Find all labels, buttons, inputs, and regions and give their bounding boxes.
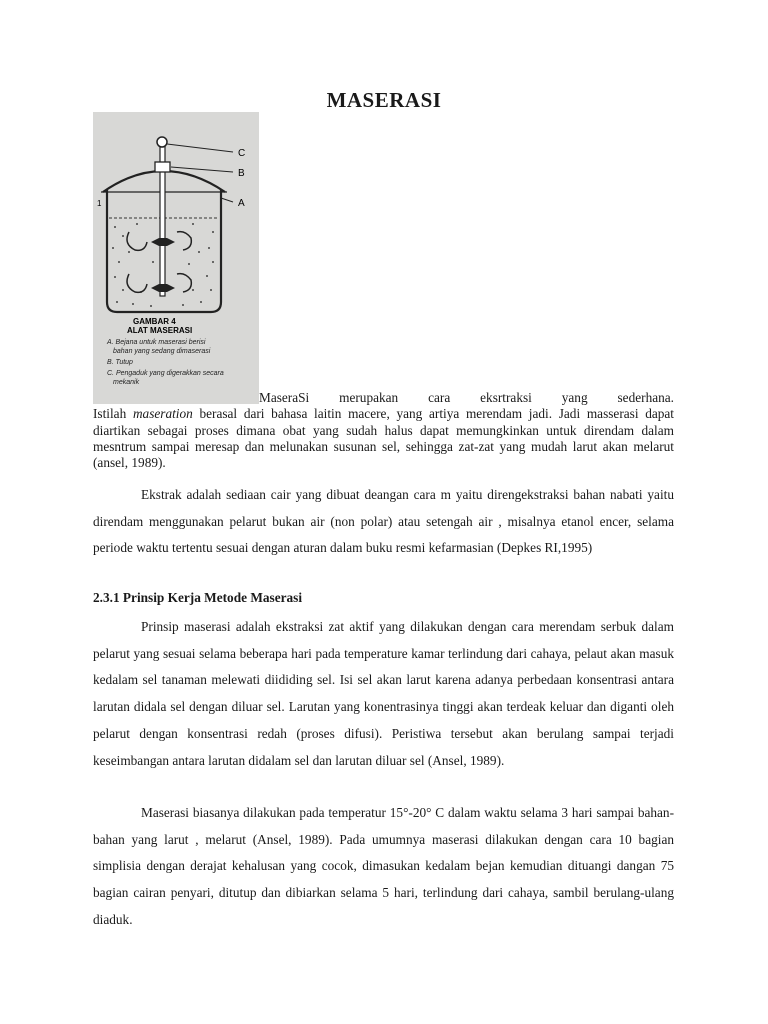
caption-line: B. Tutup bbox=[107, 359, 133, 366]
label-c: C bbox=[238, 148, 246, 159]
caption-subtitle: ALAT MASERASI bbox=[127, 326, 193, 335]
maceration-apparatus-drawing bbox=[93, 112, 259, 404]
label-a: A bbox=[238, 198, 245, 209]
paragraph-prinsip: Prinsip maserasi adalah ekstraksi zat aktif yang dilakukan dengan cara merendam serbuk dalam pelarut yang sesuai selama beberapa hari pada temperature kamar terlindung dari cahaya, pelaut akan masuk kedalam sel tanaman melewati diididing sel. Isi sel akan larut karena adanya perbedaan konsentrasi antara larutan didala sel dengan diluar sel. Larutan yang konentrasinya tinggi akan terdeak keluar dan diganti oleh pelarut dengan konsentrasi redah (proses difusi). Peristiwa tersebut akan berulang sampai terjadi keseimbangan antara larutan didalam sel dan larutan diluar sel (Ansel, 1989). bbox=[93, 619, 674, 768]
paragraph-temperatur: Maserasi biasanya dilakukan pada temperatur 15°-20° C dalam waktu selama 3 hari sampai bahan-bahan yang larut , melarut (Ansel, 1989). Pada umumnya maserasi dilakukan dengan cara 10 bagian simplisia dengan derajat kehalusan yang cocok, dimasukan kedalam bejan kemudian dituangi dangan 75 bagian cairan penyari, ditutup dan dibiarkan selama 5 hari, terlindung dari cahaya, sambil berulang-ulang diaduk. bbox=[93, 805, 674, 927]
maceration-apparatus-figure bbox=[93, 112, 259, 404]
caption-line: A. Bejana untuk maserasi berisi bbox=[107, 339, 206, 346]
section-heading: 2.3.1 Prinsip Kerja Metode Maserasi bbox=[93, 590, 303, 605]
caption-line: bahan yang sedang dimaserasi bbox=[113, 348, 211, 355]
intro-text-post: berasal dari bahasa laitin macere, yang artiya merendam jadi. Jadi masserasi dapat diartikan sebagai proses dimana obat yang sudah halus dapat memungkinkan untuk direndam dalam mesntrum sampai meresap dan melunakan susunan sel, sehingga zat-zat yang mudah larut akan melarut (ansel, 1989). bbox=[93, 406, 675, 471]
intro-paragraph bbox=[93, 390, 674, 471]
intro-text-pre: Istilah bbox=[93, 406, 133, 422]
label-b: B bbox=[238, 168, 245, 179]
paragraph-ekstrak: Ekstrak adalah sediaan cair yang dibuat deangan cara m yaitu direngekstraksi bahan nabati yaitu direndam menggunakan pelarut bukan air (non polar) atau setengah air , misalnya etanol encer, selama periode waktu tertentu sesuai dengan aturan dalam buku resmi kefarmasian (Depkes RI,1995) bbox=[93, 487, 674, 556]
label-left: 1 bbox=[97, 199, 102, 208]
caption-title: GAMBAR 4 bbox=[133, 317, 176, 326]
caption-line: C. Pengaduk yang digerakkan secara bbox=[107, 370, 224, 377]
intro-body bbox=[93, 406, 674, 471]
document-title: MASERASI bbox=[326, 88, 442, 112]
intro-first-line: MaseraSi merupakan cara eksrtraksi yang sederhana. bbox=[259, 390, 674, 405]
intro-term: maseration bbox=[132, 406, 193, 422]
caption-line: mekanik bbox=[113, 379, 140, 386]
